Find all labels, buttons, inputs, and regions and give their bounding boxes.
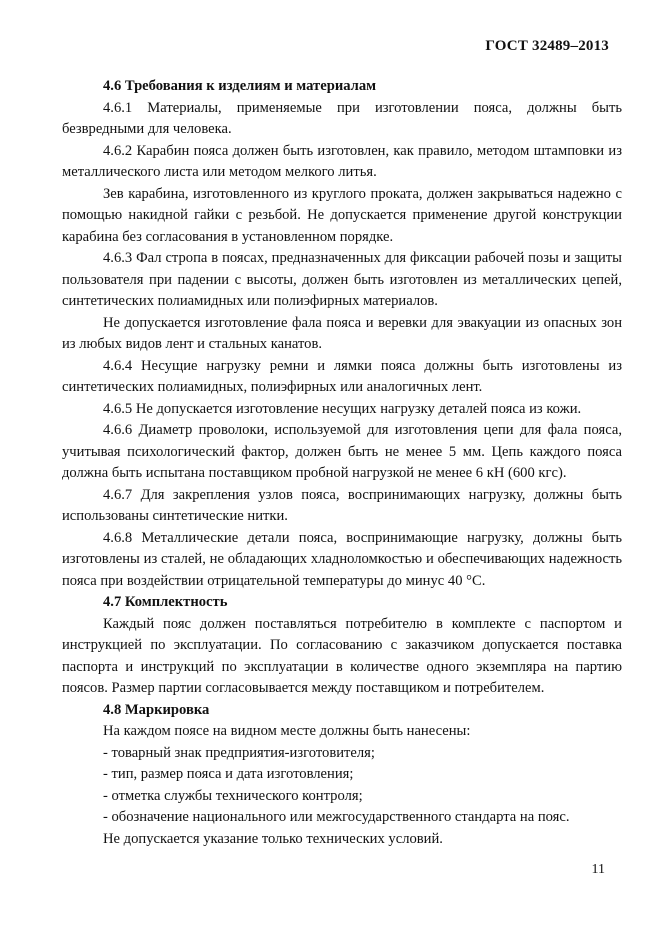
paragraph: 4.6.5 Не допускается изготовление несущих нагрузку деталей пояса из кожи. xyxy=(103,400,582,417)
paragraph: 4.6.4 Несущие нагрузку ремни и лямки пояса должны быть изготовлены из синтетических полиамидных, полиэфирных или аналогичных лент. xyxy=(62,357,622,395)
paragraph: 4.6.8 Металлические детали пояса, воспринимающие нагрузку, должны быть изготовлены из сталей, не обладающих хладноломкостью и обеспечивающих надежность пояса при воздействии отрицательной температуры до минус 40 °С. xyxy=(62,529,622,589)
paragraph: Не допускается указание только технических условий. xyxy=(103,830,443,847)
document-body xyxy=(62,76,622,850)
section-heading: 4.7 Комплектность xyxy=(103,594,228,610)
list-item: - обозначение национального или межгосударственного стандарта на пояс. xyxy=(103,809,570,825)
paragraph: На каждом поясе на видном месте должны быть нанесены: xyxy=(103,723,471,739)
list-item: - тип, размер пояса и дата изготовления; xyxy=(103,766,354,782)
paragraph: Не допускается изготовление фала пояса и веревки для эвакуации из опасных зон из любых видов лент и стальных канатов. xyxy=(62,314,622,352)
paragraph: 4.6.1 Материалы, применяемые при изготовлении пояса, должны быть безвредными для человека. xyxy=(62,99,622,137)
section-heading: 4.6 Требования к изделиям и материалам xyxy=(103,78,377,94)
paragraph: Зев карабина, изготовленного из круглого проката, должен закрываться надежно с помощью накидной гайки с резьбой. Не допускается применение другой конструкции карабина без согласования в установленном порядке. xyxy=(62,185,622,245)
paragraph: 4.6.7 Для закрепления узлов пояса, воспринимающих нагрузку, должны быть использованы синтетические нитки. xyxy=(62,486,622,524)
paragraph: 4.6.2 Карабин пояса должен быть изготовлен, как правило, методом штамповки из металлического листа или методом мелкого литья. xyxy=(62,142,622,180)
paragraph: 4.6.3 Фал стропа в поясах, предназначенных для фиксации рабочей позы и защиты пользователя при падении с высоты, должен быть изготовлен из металлических цепей, синтетических полиамидных или полиэфирных материалов. xyxy=(62,250,622,309)
paragraph: 4.6.6 Диаметр проволоки, используемой для изготовления цепи для фала пояса, учитывая психологический фактор, должен быть не менее 5 мм. Цепь каждого пояса должна быть испытана поставщиком пробной нагрузкой не менее 6 кН (600 кгс). xyxy=(62,422,622,481)
section-heading: 4.8 Маркировка xyxy=(103,701,210,718)
document-header: ГОСТ 32489–2013 xyxy=(485,38,609,54)
page-number: 11 xyxy=(591,862,605,877)
list-item: - отметка службы технического контроля; xyxy=(103,787,363,804)
paragraph: Каждый пояс должен поставляться потребителю в комплекте с паспортом и инструкцией по эксплуатации. По согласованию с заказчиком допускается поставка паспорта и инструкций по эксплуатации в количестве одного экземпляра на партию поясов. Размер партии согласовывается между поставщиком и потребителем. xyxy=(62,615,622,696)
list-item: - товарный знак предприятия-изготовителя; xyxy=(103,744,375,761)
